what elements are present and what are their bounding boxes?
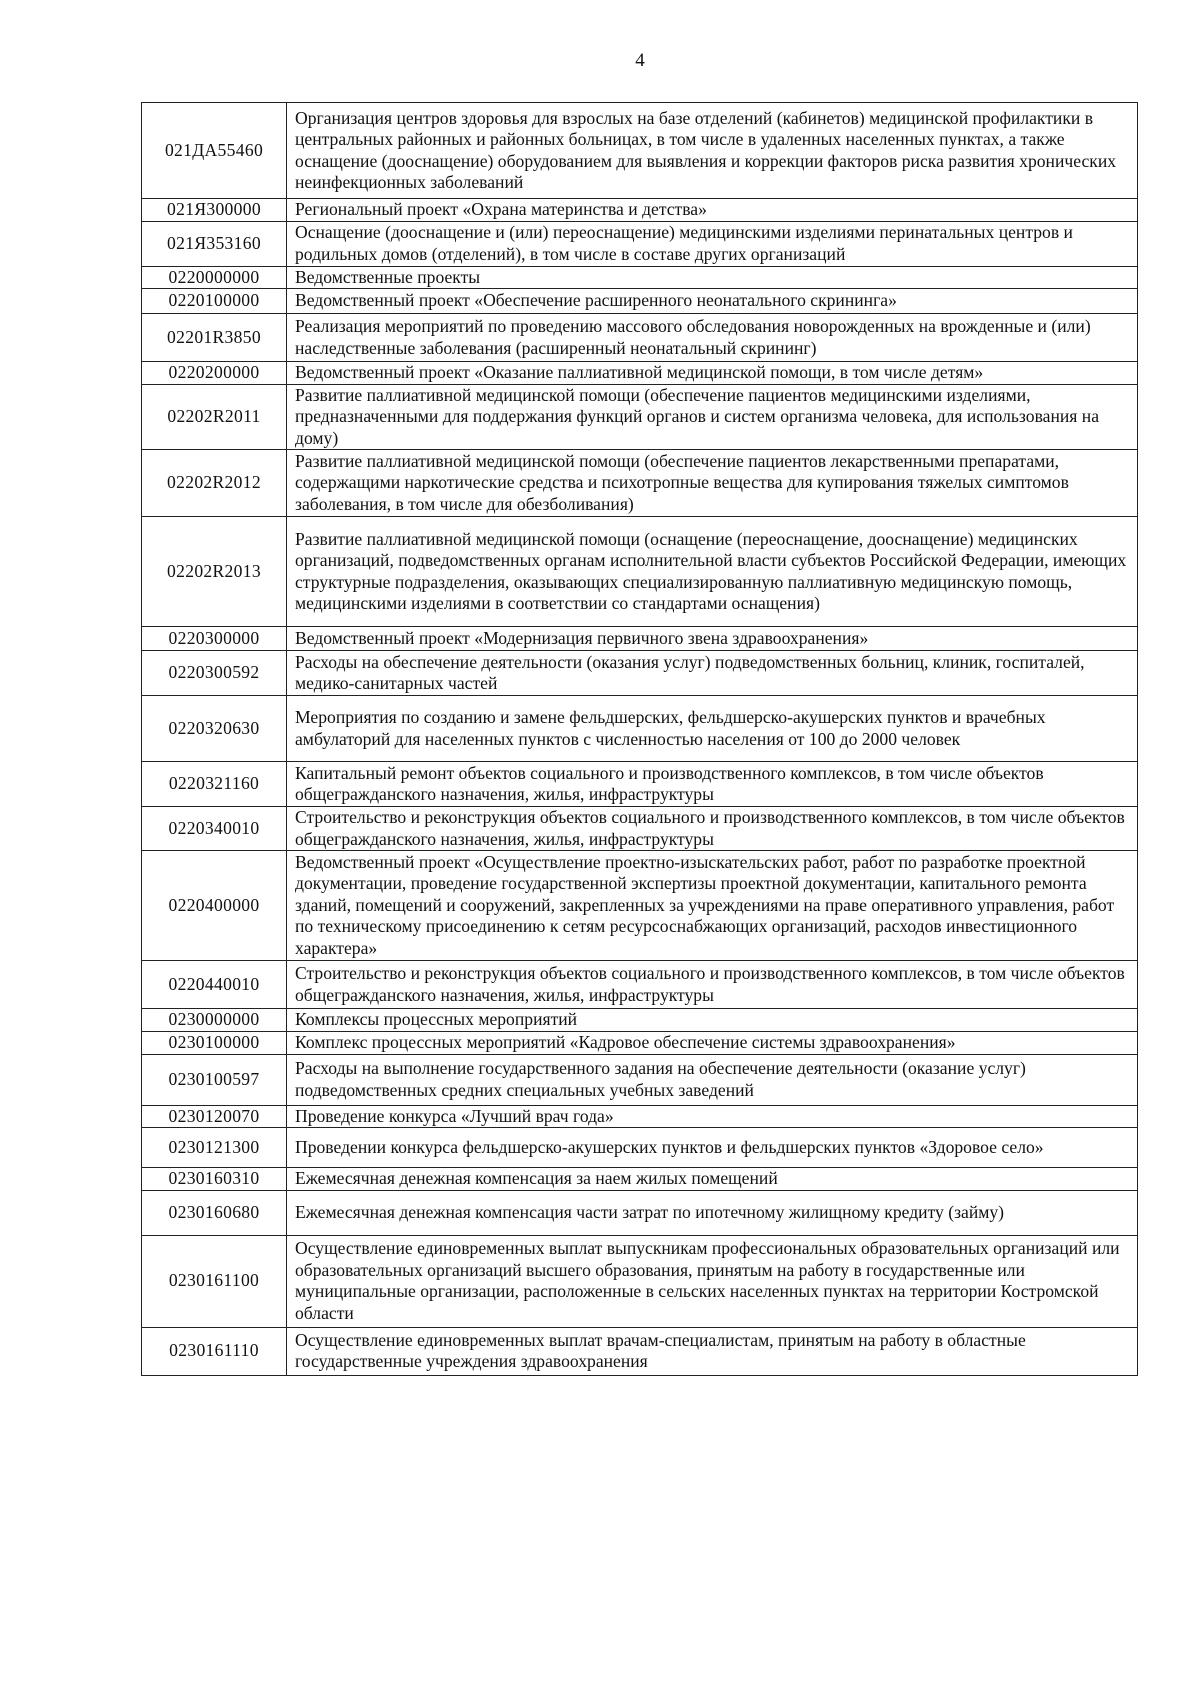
description-cell: Ведомственный проект «Оказание паллиативной медицинской помощи, в том числе детям» — [287, 362, 1138, 385]
description-cell: Развитие паллиативной медицинской помощи (оснащение (переоснащение, дооснащение) медицинских организаций, подведомственных органам исполнительной власти субъектов Российской Федерации, имеющих структурные подразделения, оказывающих специализированную паллиативную медицинскую помощь, медицинскими изделиями в соответствии со стандартами оснащения) — [287, 517, 1138, 627]
description-cell: Расходы на обеспечение деятельности (оказания услуг) подведомственных больниц, клиник, госпиталей, медико-санитарных частей — [287, 651, 1138, 696]
budget-code-cell: 0230121300 — [142, 1128, 287, 1168]
table-row — [142, 696, 1138, 762]
description-cell: Ведомственный проект «Осуществление проектно-изыскательских работ, работ по разработке проектной документации, проведение государственной экспертизы проектной документации, капитального ремонта зданий, помещений и сооружений, закрепленных за учреждениями на праве оперативного управления, работ по техническому присоединению к сетям ресурсоснабжающих организаций, расходов инвестиционного характера» — [287, 851, 1138, 961]
description-cell: Капитальный ремонт объектов социального и производственного комплексов, в том числе объектов общегражданского назначения, жилья, инфраструктуры — [287, 762, 1138, 807]
budget-code-cell: 0220100000 — [142, 289, 287, 314]
budget-code-cell: 021ДА55460 — [142, 103, 287, 199]
table-row — [142, 384, 1138, 450]
budget-code-cell: 02202R2011 — [142, 384, 287, 450]
description-cell: Реализация мероприятий по проведению массового обследования новорожденных на врожденные и (или) наследственные заболевания (расширенный неонатальный скрининг) — [287, 314, 1138, 362]
description-cell: Комплексы процессных мероприятий — [287, 1009, 1138, 1032]
budget-code-cell: 0220321160 — [142, 762, 287, 807]
table-row — [142, 1128, 1138, 1168]
budget-code-cell: 0230000000 — [142, 1009, 287, 1032]
budget-code-cell: 0220400000 — [142, 851, 287, 961]
table-row — [142, 1168, 1138, 1191]
budget-code-cell: 0230160310 — [142, 1168, 287, 1191]
description-cell: Развитие паллиативной медицинской помощи (обеспечение пациентов медицинскими изделиями, предназначенными для поддержания функций органов и систем организма человека, для использования на дому) — [287, 384, 1138, 450]
budget-code-cell: 0220200000 — [142, 362, 287, 385]
description-cell: Мероприятия по созданию и замене фельдшерских, фельдшерско-акушерских пунктов и врачебных амбулаторий для населенных пунктов с численностью населения от 100 до 2000 человек — [287, 696, 1138, 762]
budget-code-table — [141, 102, 1138, 1376]
budget-code-cell: 0220440010 — [142, 961, 287, 1009]
table-row — [142, 289, 1138, 314]
description-cell: Строительство и реконструкция объектов социального и производственного комплексов, в том числе объектов общегражданского назначения, жилья, инфраструктуры — [287, 961, 1138, 1009]
budget-code-cell: 0230160680 — [142, 1190, 287, 1235]
budget-code-cell: 021Я300000 — [142, 199, 287, 222]
description-cell: Ежемесячная денежная компенсация за наем жилых помещений — [287, 1168, 1138, 1191]
description-cell: Ведомственный проект «Обеспечение расширенного неонатального скрининга» — [287, 289, 1138, 314]
budget-code-cell: 02202R2012 — [142, 450, 287, 517]
description-cell: Оснащение (дооснащение и (или) переоснащение) медицинскими изделиями перинатальных центров и родильных домов (отделений), в том числе в составе других организаций — [287, 221, 1138, 266]
table-row — [142, 266, 1138, 289]
table-row — [142, 517, 1138, 627]
table-row — [142, 1327, 1138, 1375]
table-row — [142, 1031, 1138, 1054]
table-row — [142, 807, 1138, 851]
budget-code-cell: 021Я353160 — [142, 221, 287, 266]
description-cell: Осуществление единовременных выплат выпускникам профессиональных образовательных организаций или образовательных организаций высшего образования, принятым на работу в государственные или муниципальные организации, расположенные в сельских населенных пунктах на территории Костромской области — [287, 1235, 1138, 1327]
table-row — [142, 651, 1138, 696]
budget-code-cell: 0220320630 — [142, 696, 287, 762]
budget-code-cell: 0230161100 — [142, 1235, 287, 1327]
description-cell: Проведение конкурса «Лучший врач года» — [287, 1105, 1138, 1128]
description-cell: Расходы на выполнение государственного задания на обеспечение деятельности (оказание услуг) подведомственных средних специальных учебных заведений — [287, 1054, 1138, 1105]
table-row — [142, 1235, 1138, 1327]
description-cell: Ведомственный проект «Модернизация первичного звена здравоохранения» — [287, 627, 1138, 651]
table-row — [142, 199, 1138, 222]
description-cell: Региональный проект «Охрана материнства и детства» — [287, 199, 1138, 222]
table-row — [142, 1054, 1138, 1105]
table-body — [142, 103, 1138, 1376]
table-row — [142, 1105, 1138, 1128]
table-row — [142, 221, 1138, 266]
table-row — [142, 627, 1138, 651]
description-cell: Организация центров здоровья для взрослых на базе отделений (кабинетов) медицинской профилактики в центральных районных и районных больницах, в том числе в удаленных населенных пунктах, а также оснащение (дооснащение) оборудованием для выявления и коррекции факторов риска развития хронических неинфекционных заболеваний — [287, 103, 1138, 199]
table-row — [142, 314, 1138, 362]
budget-code-cell: 02202R2013 — [142, 517, 287, 627]
description-cell: Развитие паллиативной медицинской помощи (обеспечение пациентов лекарственными препаратами, содержащими наркотические средства и психотропные вещества для купирования тяжелых симптомов заболевания, в том числе для обезболивания) — [287, 450, 1138, 517]
table-row — [142, 450, 1138, 517]
budget-code-cell: 0230100000 — [142, 1031, 287, 1054]
budget-code-cell: 0220000000 — [142, 266, 287, 289]
table-row — [142, 1009, 1138, 1032]
description-cell: Ведомственные проекты — [287, 266, 1138, 289]
budget-code-cell: 02201R3850 — [142, 314, 287, 362]
description-cell: Комплекс процессных мероприятий «Кадровое обеспечение системы здравоохранения» — [287, 1031, 1138, 1054]
description-cell: Осуществление единовременных выплат врачам-специалистам, принятым на работу в областные государственные учреждения здравоохранения — [287, 1327, 1138, 1375]
table-row — [142, 1190, 1138, 1235]
table-row — [142, 762, 1138, 807]
description-cell: Строительство и реконструкция объектов социального и производственного комплексов, в том числе объектов общегражданского назначения, жилья, инфраструктуры — [287, 807, 1138, 851]
budget-code-cell: 0220300000 — [142, 627, 287, 651]
table-row — [142, 362, 1138, 385]
budget-code-cell: 0230120070 — [142, 1105, 287, 1128]
page-number: 4 — [635, 50, 645, 71]
table-row — [142, 103, 1138, 199]
description-cell: Ежемесячная денежная компенсация части затрат по ипотечному жилищному кредиту (займу) — [287, 1190, 1138, 1235]
budget-code-cell: 0230100597 — [142, 1054, 287, 1105]
budget-code-cell: 0220300592 — [142, 651, 287, 696]
budget-code-cell: 0220340010 — [142, 807, 287, 851]
table-row — [142, 851, 1138, 961]
table-row — [142, 961, 1138, 1009]
budget-code-cell: 0230161110 — [142, 1327, 287, 1375]
description-cell: Проведении конкурса фельдшерско-акушерских пунктов и фельдшерских пунктов «Здоровое село» — [287, 1128, 1138, 1168]
